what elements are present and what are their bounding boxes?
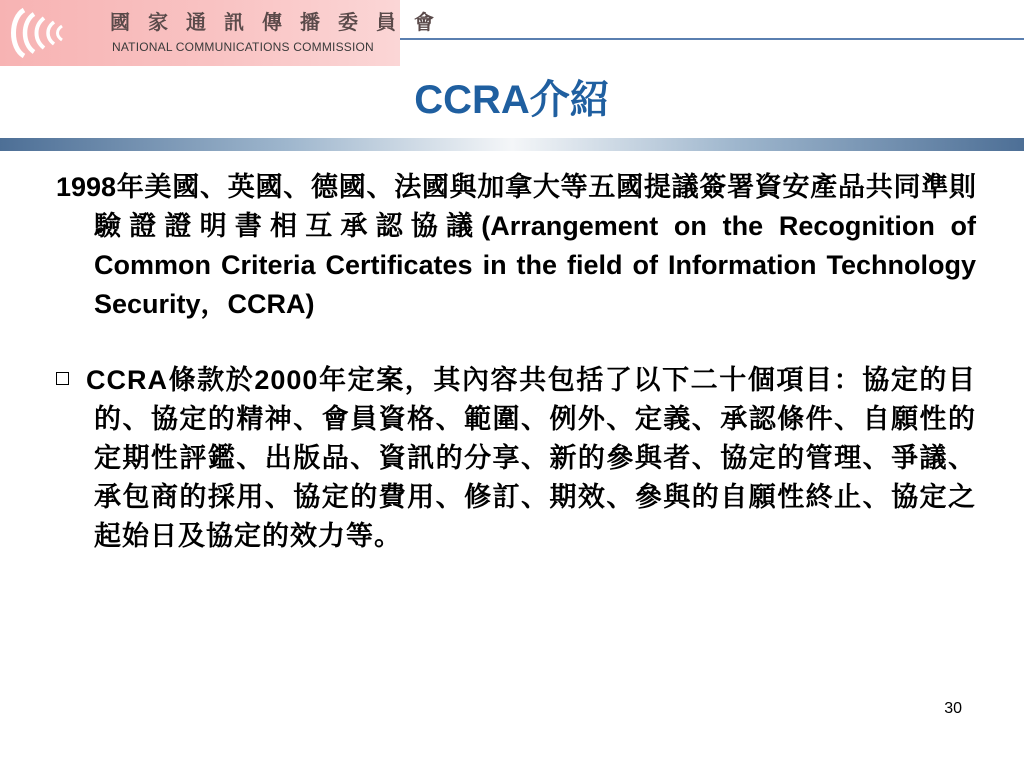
page-number: 30 [944, 700, 962, 717]
slide-body [56, 168, 976, 556]
paragraph-ccra-origin-text: 1998年美國、英國、德國、法國與加拿大等五國提議簽署資安產品共同準則驗證證明書相互承認協議(Arrangement on the Recognition of Common Criteria Certificates in the field of Information Technology Security，CCRA) [56, 172, 976, 319]
paragraph-ccra-origin [56, 168, 976, 324]
org-name-english: NATIONAL COMMUNICATIONS COMMISSION [112, 40, 374, 54]
slide-title: CCRA介紹 [414, 78, 610, 122]
title-divider [0, 138, 1024, 151]
hollow-square-bullet-icon [56, 372, 69, 385]
header-banner [0, 0, 452, 66]
bullet-item-ccra-terms [56, 361, 976, 556]
header-rule [400, 38, 1024, 40]
bullet-item-ccra-terms-text: CCRA條款於2000年定案，其內容共包括了以下二十個項目：協定的目的、協定的精神、會員資格、範圍、例外、定義、承認條件、自願性的定期性評鑑、出版品、資訊的分享、新的參與者、協定的管理、爭議、承包商的採用、協定的費用、修訂、期效、參與的自願性終止、協定之起始日及協定的效力等。 [86, 365, 976, 551]
ncc-logo-icon [4, 4, 66, 62]
org-name-chinese: 國家通訊傳播委員會 [110, 10, 452, 34]
